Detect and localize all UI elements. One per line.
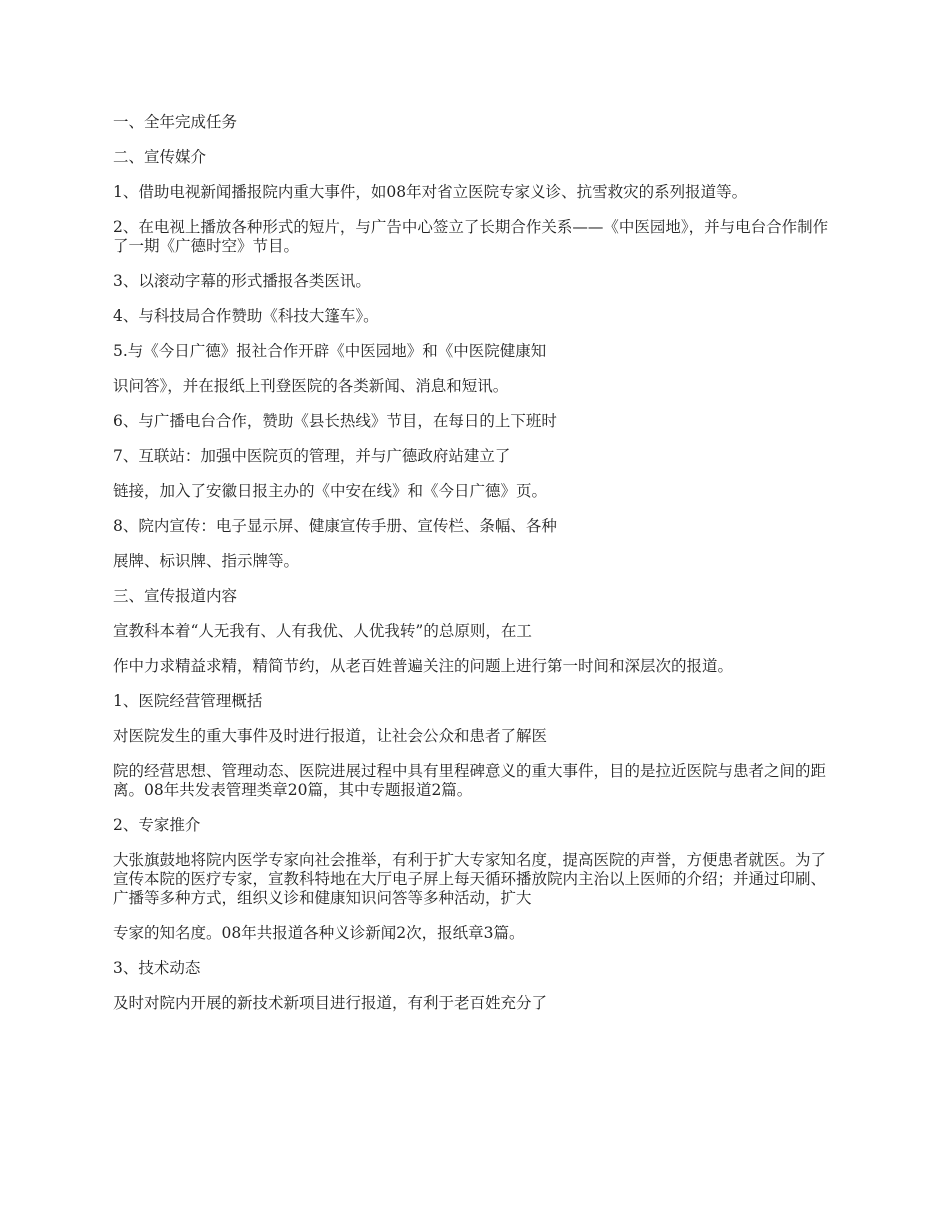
paragraph: 3、以滚动字幕的形式播报各类医讯。 [113, 272, 371, 290]
paragraph: 识问答》，并在报纸上刊登医院的各类新闻、消息和短讯。 [113, 377, 509, 395]
paragraph: 8、院内宣传：电子显示屏、健康宣传手册、宣传栏、条幅、各种 [113, 517, 557, 535]
paragraph: 大张旗鼓地将院内医学专家向社会推举，有利于扩大专家知名度，提高医院的声誉，方便患者就医。为了宣传本院的医疗专家，宣教科特地在大厅电子屏上每天循环播放院内主治以上医师的介绍；并通过印刷、广播等多种方式，组织义诊和健康知识问答等多种活动，扩大 [113, 851, 827, 907]
paragraph: 7、互联站：加强中医院页的管理，并与广德政府站建立了 [113, 447, 511, 465]
paragraph: 链接，加入了安徽日报主办的《中安在线》和《今日广德》页。 [113, 482, 548, 500]
heading-annual-tasks: 一、全年完成任务 [113, 113, 238, 131]
paragraph: 及时对院内开展的新技术新项目进行报道，有利于老百姓充分了 [113, 994, 548, 1012]
subheading-technology: 3、技术动态 [113, 959, 201, 977]
paragraph: 对医院发生的重大事件及时进行报道，让社会公众和患者了解医 [113, 727, 548, 745]
subheading-experts: 2、专家推介 [113, 816, 201, 834]
paragraph: 专家的知名度。08年共报道各种义诊新闻2次，报纸章3篇。 [113, 924, 525, 942]
paragraph: 1、借助电视新闻播报院内重大事件，如08年对省立医院专家义诊、抗雪救灾的系列报道等。 [113, 183, 748, 201]
paragraph: 6、与广播电台合作，赞助《县长热线》节目，在每日的上下班时 [113, 412, 557, 430]
heading-publicity-media: 二、宣传媒介 [113, 148, 207, 166]
paragraph: 院的经营思想、管理动态、医院进展过程中具有里程碑意义的重大事件，目的是拉近医院与患者之间的距离。08年共发表管理类章20篇，其中专题报道2篇。 [113, 762, 827, 799]
heading-report-content: 三、宣传报道内容 [113, 587, 238, 605]
subheading-management: 1、医院经营管理概括 [113, 692, 263, 710]
paragraph: 宣教科本着“人无我有、人有我优、人优我转”的总原则，在工 [113, 622, 532, 640]
paragraph: 4、与科技局合作赞助《科技大篷车》。 [113, 307, 379, 325]
paragraph: 2、在电视上播放各种形式的短片，与广告中心签立了长期合作关系——《中医园地》，并与电台合作制作了一期《广德时空》节目。 [113, 218, 829, 255]
document-body [113, 113, 837, 1029]
paragraph: 展牌、标识牌、指示牌等。 [113, 552, 300, 570]
paragraph: 作中力求精益求精，精简节约，从老百姓普遍关注的问题上进行第一时间和深层次的报道。 [113, 657, 734, 675]
paragraph: 5.与《今日广德》报社合作开辟《中医园地》和《中医院健康知 [113, 342, 547, 360]
